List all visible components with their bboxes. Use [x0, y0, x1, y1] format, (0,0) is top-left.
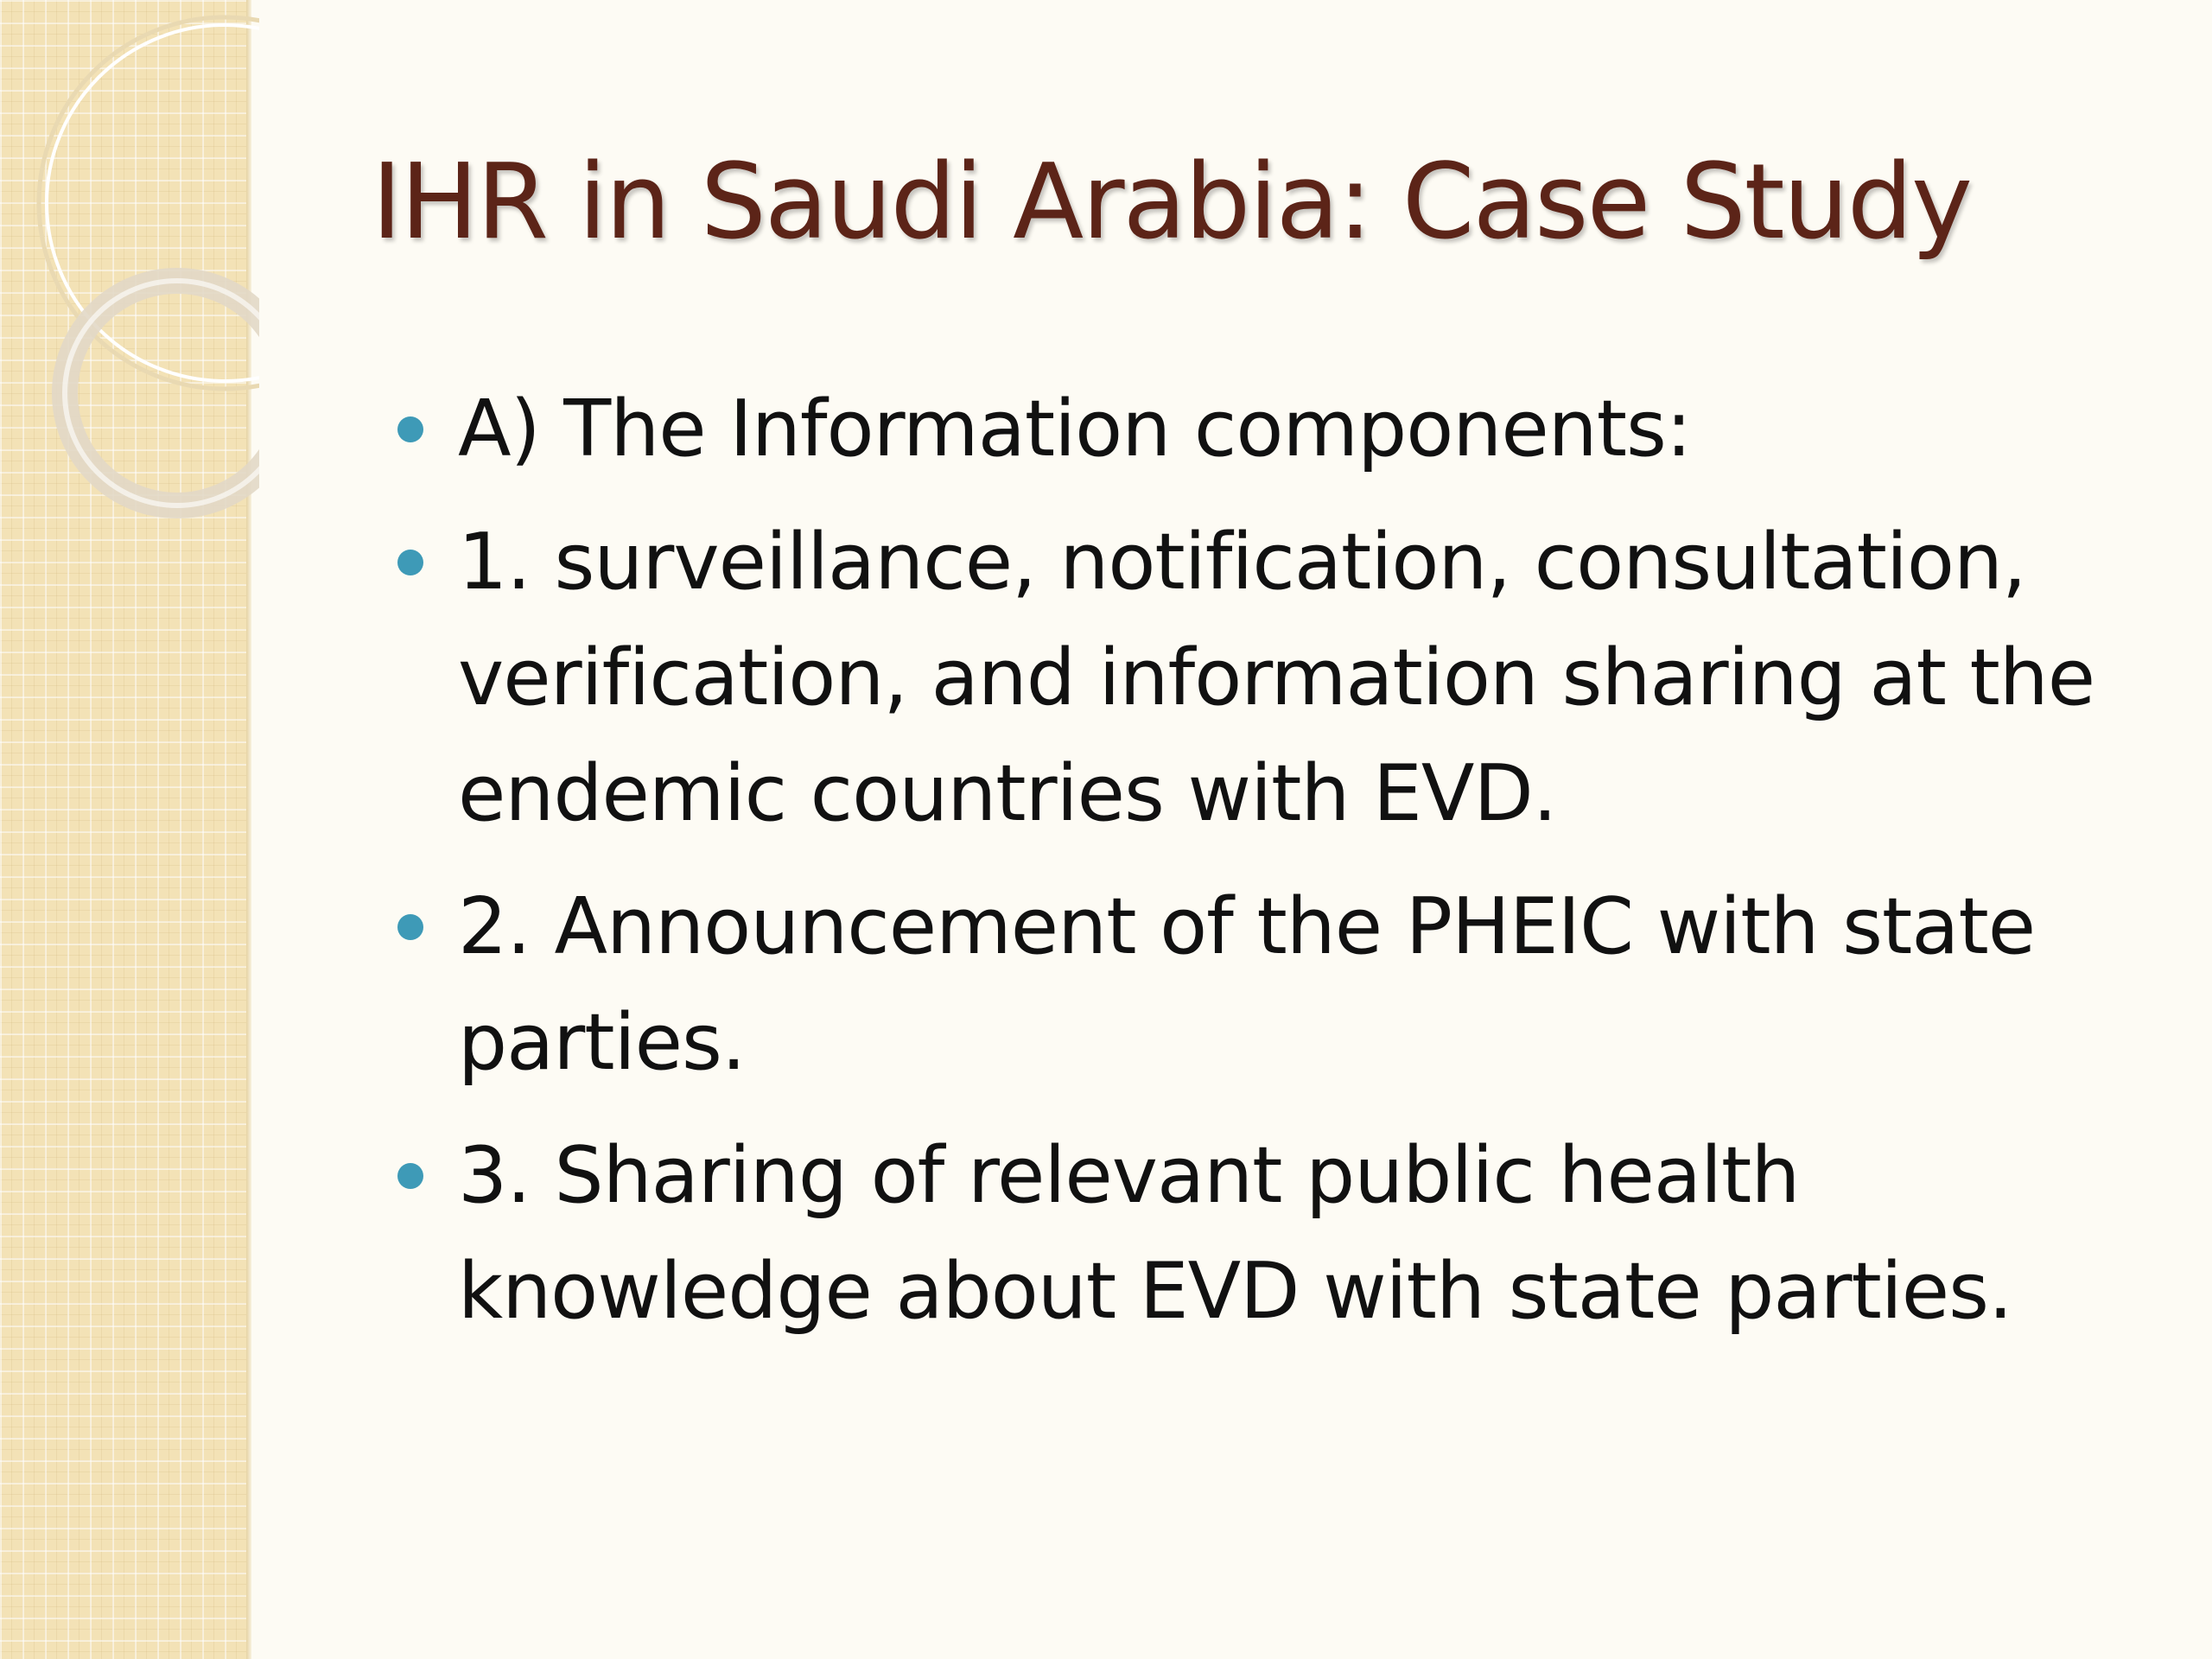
- bullet-list: [397, 372, 2160, 1367]
- decorative-rings: [0, 0, 259, 553]
- bullet-text: 2. Announcement of the PHEIC with state parties.: [458, 881, 2036, 1088]
- bullet-marker-icon: [397, 416, 423, 442]
- bullet-item: [397, 372, 2160, 487]
- bullet-marker-icon: [397, 914, 423, 940]
- bullet-text: A) The Information components:: [458, 384, 1692, 474]
- slide-title: IHR in Saudi Arabia: Case Study: [372, 143, 1971, 263]
- bullet-text: 1. surveillance, notification, consultation, verification, and information sharing at the endemic countries with EVD.: [458, 517, 2095, 839]
- bullet-item: [397, 1118, 2160, 1350]
- bullet-marker-icon: [397, 1163, 423, 1189]
- bullet-text: 3. Sharing of relevant public health knowledge about EVD with state parties.: [458, 1130, 2012, 1337]
- bullet-item: [397, 869, 2160, 1101]
- bullet-marker-icon: [397, 550, 423, 575]
- bullet-item: [397, 505, 2160, 852]
